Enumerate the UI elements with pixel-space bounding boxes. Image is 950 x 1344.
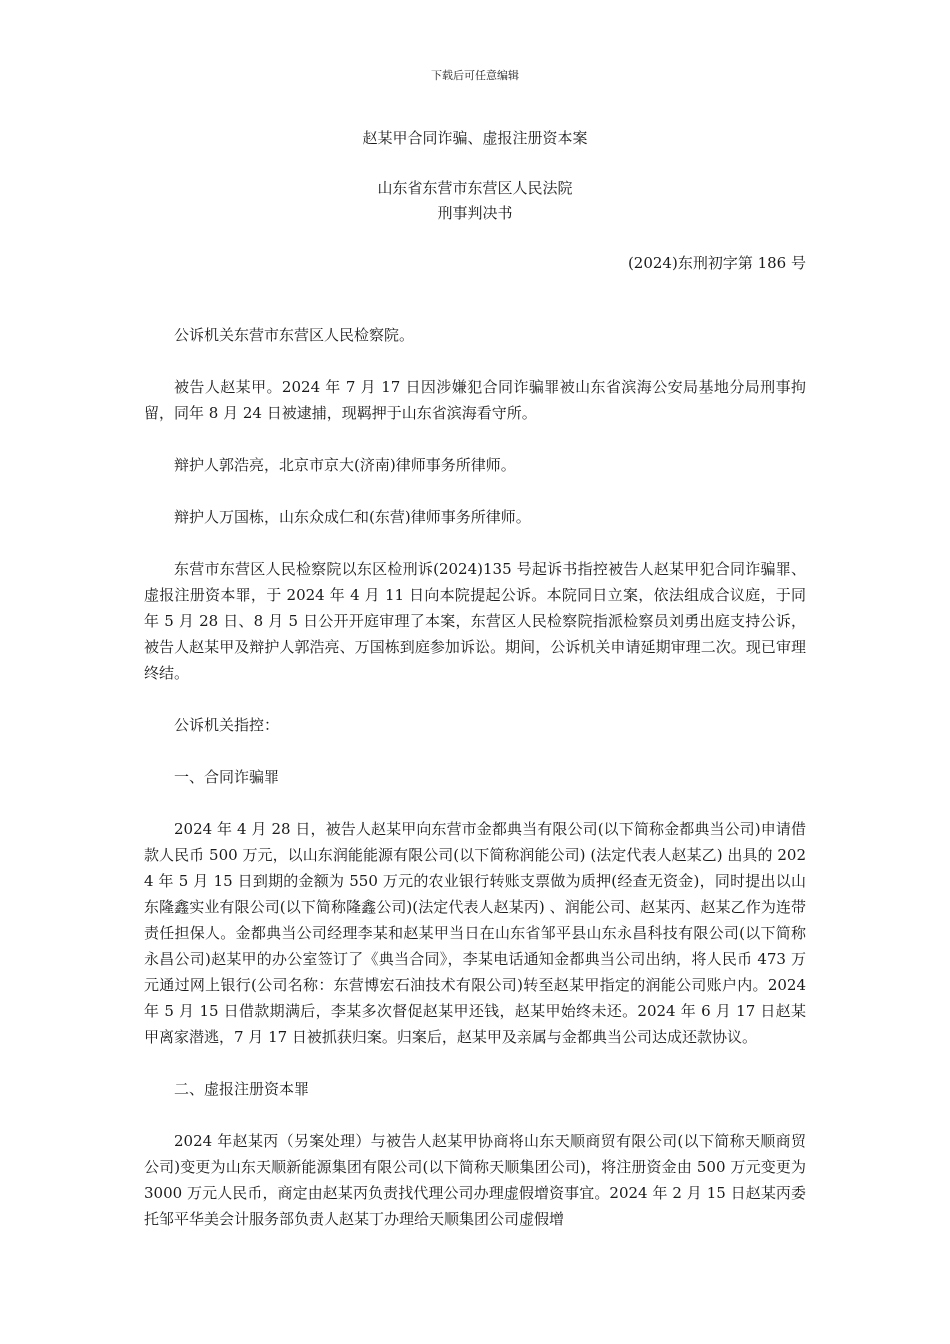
paragraph-false-capital-facts: 2024 年赵某丙（另案处理）与被告人赵某甲协商将山东天顺商贸有限公司(以下简称天顺商贸公司)变更为山东天顺新能源集团有限公司(以下简称天顺集团公司)，将注册资金由 500 万元变更为 3000 万元人民币，商定由赵某丙负责找代理公司办理虚假增资事宜。2024 年 2 月 15 日赵某丙委托邹平华美会计服务部负责人赵某丁办理给天顺集团公司虚假增 bbox=[144, 1132, 806, 1228]
judgment-body bbox=[144, 322, 806, 1258]
case-title: 赵某甲合同诈骗、虚报注册资本案 bbox=[362, 129, 588, 147]
paragraph-defendant: 被告人赵某甲。2024 年 7 月 17 日因涉嫌犯合同诈骗罪被山东省滨海公安局基地分局刑事拘留，同年 8 月 24 日被逮捕，现羁押于山东省滨海看守所。 bbox=[144, 378, 806, 422]
case-number: (2024)东刑初字第 186 号 bbox=[627, 254, 806, 272]
paragraph-defender-2: 辩护人万国栋，山东众成仁和(东营)律师事务所律师。 bbox=[174, 508, 531, 526]
paragraph-defender-1: 辩护人郭浩亮，北京市京大(济南)律师事务所律师。 bbox=[174, 456, 516, 474]
paragraph-contract-fraud-facts: 2024 年 4 月 28 日，被告人赵某甲向东营市金都典当有限公司(以下简称金都典当公司)申请借款人民币 500 万元，以山东润能能源有限公司(以下简称润能公司) (法定代表人赵某乙) 出具的 2024 年 5 月 15 日到期的金额为 550 万元的农业银行转账支票做为质押(经查无资金)，同时提出以山东隆鑫实业有限公司(以下简称隆鑫公司)(法定代表人赵某丙) 、润能公司、赵某丙、赵某乙作为连带责任担保人。金都典当公司经理李某和赵某甲当日在山东省邹平县山东永昌科技有限公司(以下简称永昌公司)赵某甲的办公室签订了《典当合同》，李某电话通知金都典当公司出纳，将人民币 473 万元通过网上银行(公司名称：东营博宏石油技术有限公司)转至赵某甲指定的润能公司账户内。2024 年 5 月 15 日借款期满后，李某多次督促赵某甲还钱，赵某甲始终未还。2024 年 6 月 17 日赵某甲离家潜逃，7 月 17 日被抓获归案。归案后，赵某甲及亲属与金都典当公司达成还款协议。 bbox=[144, 820, 806, 1046]
section-heading-false-capital: 二、虚报注册资本罪 bbox=[174, 1080, 310, 1098]
section-heading-contract-fraud: 一、合同诈骗罪 bbox=[174, 768, 280, 786]
paragraph-charges-heading: 公诉机关指控： bbox=[174, 716, 280, 734]
paragraph-prosecutor: 公诉机关东营市东营区人民检察院。 bbox=[174, 326, 415, 344]
paragraph-procedure: 东营市东营区人民检察院以东区检刑诉(2024)135 号起诉书指控被告人赵某甲犯合同诈骗罪、虚报注册资本罪，于 2024 年 4 月 11 日向本院提起公诉。本院同日立案，依法组成合议庭，于同年 5 月 28 日、8 月 5 日公开开庭审理了本案，东营区人民检察院指派检察员刘勇出庭支持公诉，被告人赵某甲及辩护人郭浩亮、万国栋到庭参加诉讼。期间，公诉机关申请延期审理二次。现已审理终结。 bbox=[144, 560, 806, 682]
court-name: 山东省东营市东营区人民法院 bbox=[377, 179, 573, 197]
header-note: 下载后可任意编辑 bbox=[431, 69, 519, 82]
document-type: 刑事判决书 bbox=[437, 204, 513, 222]
